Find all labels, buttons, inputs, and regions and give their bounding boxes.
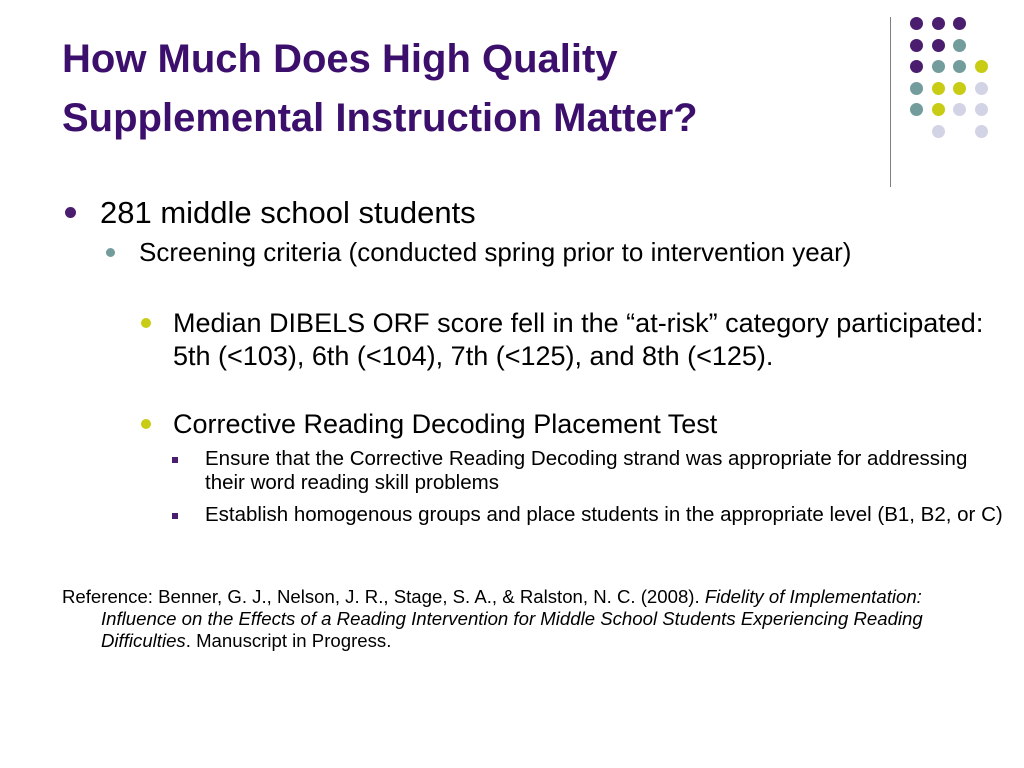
decorative-dot [953, 82, 966, 95]
bullet-dot-icon [141, 318, 151, 328]
decorative-dot [932, 103, 945, 116]
decorative-dot [910, 39, 923, 52]
bullet-level3-text: Median DIBELS ORF score fell in the “at-risk” category participated: 5th (<103), 6th (<104), 7th (<125), and 8th (<125). [173, 308, 984, 371]
decorative-dot [953, 60, 966, 73]
reference-prefix: Reference: Benner, G. J., Nelson, J. R., Stage, S. A., & Ralston, N. C. (2008). [62, 586, 705, 607]
decorative-dot [910, 82, 923, 95]
decorative-dot [932, 17, 945, 30]
decorative-dot [975, 60, 988, 73]
reference-citation [62, 586, 1001, 652]
slide-title [62, 30, 872, 148]
decorative-dot [932, 82, 945, 95]
decorative-dot [975, 103, 988, 116]
bullet-level3-text: Corrective Reading Decoding Placement Test [173, 409, 718, 439]
decorative-dot [910, 60, 923, 73]
bullet-square-icon [172, 457, 178, 463]
decorative-dot [953, 17, 966, 30]
bullet-dot-icon [106, 248, 115, 257]
decorative-dot [975, 82, 988, 95]
decorative-dot [953, 103, 966, 116]
slide-title-line-1: How Much Does High Quality [62, 37, 618, 81]
decorative-dot [910, 17, 923, 30]
bullet-square-icon [172, 513, 178, 519]
decorative-dot [932, 125, 945, 138]
bullet-level2-text: Screening criteria (conducted spring prior to intervention year) [139, 237, 852, 267]
slide-title-line-2: Supplemental Instruction Matter? [62, 96, 698, 140]
bullet-level4-text: Establish homogenous groups and place students in the appropriate level (B1, B2, or C) [205, 503, 1003, 526]
decorative-dot [932, 60, 945, 73]
bullet-level4-text: Ensure that the Corrective Reading Decoding strand was appropriate for addressing their word reading skill problems [205, 447, 968, 494]
reference-title: Fidelity of Implementation: Influence on the Effects of a Reading Intervention for Middle School Students Experiencing Reading Difficulties [101, 586, 923, 651]
reference-suffix: . Manuscript in Progress. [185, 630, 392, 651]
bullet-level1-text: 281 middle school students [100, 195, 476, 230]
bullet-dot-icon [141, 419, 151, 429]
decorative-dot [932, 39, 945, 52]
decorative-dot [953, 39, 966, 52]
decorative-dot [975, 125, 988, 138]
bullet-dot-icon [65, 207, 76, 218]
decorative-divider [890, 17, 891, 187]
decorative-dot [910, 103, 923, 116]
